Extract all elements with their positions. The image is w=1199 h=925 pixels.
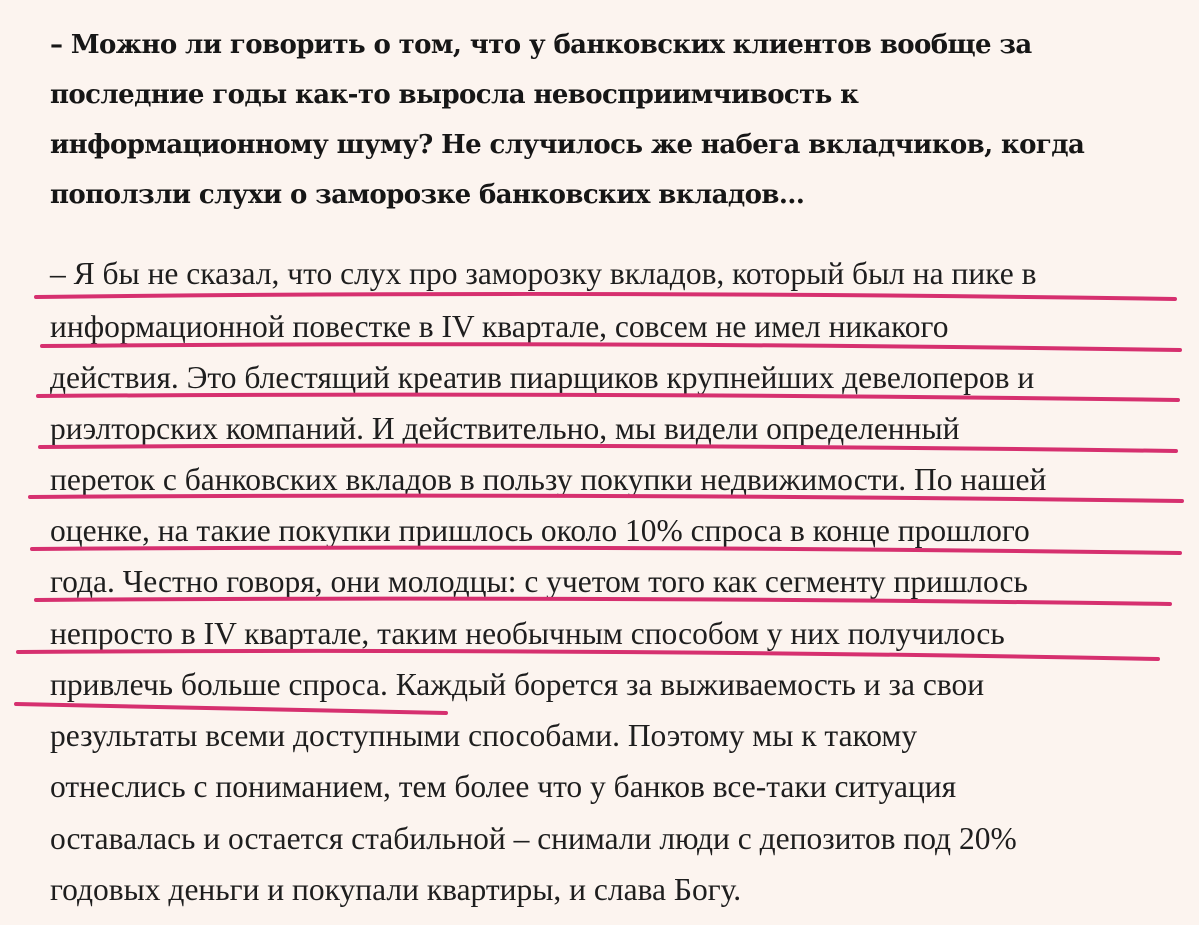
answer-line: риэлторских компаний. И действительно, мы видели определенный bbox=[50, 411, 960, 446]
highlight-underline bbox=[40, 446, 1176, 451]
highlight-underline bbox=[42, 344, 1180, 350]
answer-line: привлечь больше спроса. Каждый борется за выживаемость и за свои bbox=[50, 667, 985, 702]
answer-line: отнеслись с пониманием, тем более что у банков все-таки ситуация bbox=[50, 769, 957, 804]
highlight-underline bbox=[32, 548, 1180, 553]
answer-line: переток с банковских вкладов в пользу покупки недвижимости. По нашей bbox=[50, 462, 1047, 497]
answer-line: действия. Это блестящий креатив пиарщиков крупнейших девелоперов и bbox=[50, 360, 1035, 395]
answer-line: оставалась и остается стабильной – снимали люди с депозитов под 20% bbox=[50, 821, 1017, 856]
question-line: последние годы как-то выросла невосприимчивость к bbox=[50, 80, 859, 110]
answer-line: оценке, на такие покупки пришлось около 10% спроса в конце прошлого bbox=[50, 513, 1030, 548]
answer-line: информационной повестке в IV квартале, совсем не имел никакого bbox=[50, 309, 949, 344]
question-line: поползли слухи о заморозке банковских вкладов… bbox=[50, 180, 805, 210]
highlight-underline bbox=[18, 651, 1158, 659]
answer-line: – Я бы не сказал, что слух про заморозку вкладов, который был на пике в bbox=[50, 256, 1037, 291]
highlight-underline bbox=[36, 294, 1175, 299]
answer-line: года. Честно говоря, они молодцы: с учетом того как сегменту пришлось bbox=[50, 564, 1028, 599]
highlight-underline bbox=[16, 704, 446, 713]
highlight-underline bbox=[36, 599, 1170, 604]
answer-line: результаты всеми доступными способами. Поэтому мы к такому bbox=[50, 718, 918, 753]
answer-line: годовых деньги и покупали квартиры, и слава Богу. bbox=[50, 872, 742, 907]
question-line: – Можно ли говорить о том, что у банковских клиентов вообще за bbox=[50, 30, 1032, 60]
answer-line: непросто в IV квартале, таким необычным способом у них получилось bbox=[50, 616, 1005, 651]
highlight-underline bbox=[38, 395, 1178, 400]
question-line: информационному шуму? Не случилось же набега вкладчиков, когда bbox=[50, 130, 1085, 160]
